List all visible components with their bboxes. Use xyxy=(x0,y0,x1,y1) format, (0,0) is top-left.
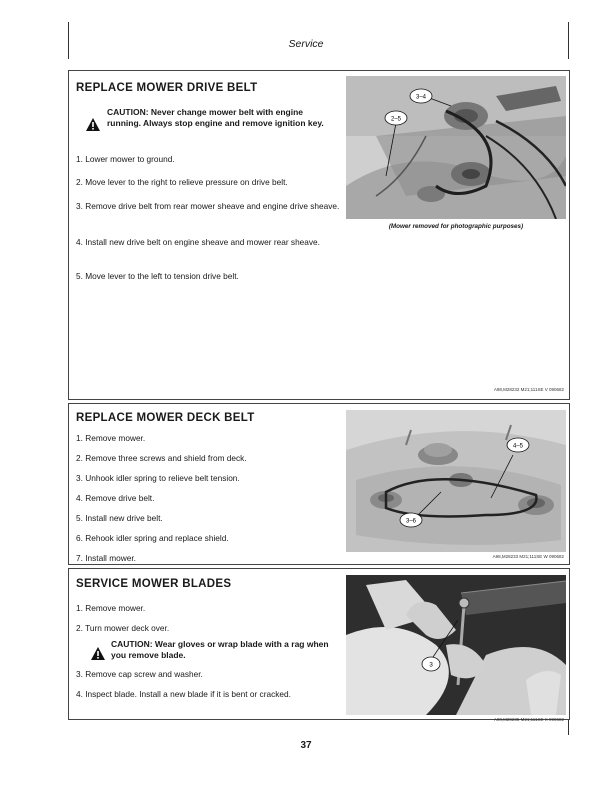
step-3: 3. Remove cap screw and washer. xyxy=(76,669,203,679)
warning-icon xyxy=(86,118,100,131)
step-1: 1. Lower mower to ground. xyxy=(76,154,175,164)
section-replace-mower-deck-belt xyxy=(68,403,570,565)
figure-reference: A98,M28235 M21;111SE X 090682 xyxy=(493,717,564,722)
page-number: 37 xyxy=(300,740,312,751)
step-1: 1. Remove mower. xyxy=(76,433,146,443)
page-header: Service xyxy=(288,38,324,50)
mower-blade-photo xyxy=(346,575,566,715)
caution-text: CAUTION: Never change mower belt with engine running. Always stop engine and remove ignition key. xyxy=(107,107,324,128)
step-4: 4. Inspect blade. Install a new blade if it is bent or cracked. xyxy=(76,689,291,699)
figure-reference: A98,M28232 M21;111SE V 090682 xyxy=(493,387,564,392)
section-title: SERVICE MOWER BLADES xyxy=(76,578,232,590)
step-7: 7. Install mower. xyxy=(76,553,136,563)
deck-belt-photo xyxy=(346,410,566,552)
step-5: 5. Install new drive belt. xyxy=(76,513,163,523)
step-3: 3. Remove drive belt from rear mower sheave and engine drive sheave. xyxy=(76,201,340,211)
callout-4-5: 4–5 xyxy=(512,443,524,450)
callout-3: 3 xyxy=(429,661,433,669)
warning-icon xyxy=(91,647,105,660)
section-replace-mower-drive-belt xyxy=(68,70,570,400)
callout-3-4: 3–4 xyxy=(415,94,427,101)
step-4: 4. Install new drive belt on engine sheave and mower rear sheave. xyxy=(76,237,320,247)
step-6: 6. Rehook idler spring and replace shield. xyxy=(76,533,229,543)
step-1: 1. Remove mower. xyxy=(76,603,146,613)
step-4: 4. Remove drive belt. xyxy=(76,493,155,503)
step-2: 2. Turn mower deck over. xyxy=(76,623,170,633)
caution-text: CAUTION: Wear gloves or wrap blade with a rag when you remove blade. xyxy=(111,639,329,660)
step-2: 2. Remove three screws and shield from deck. xyxy=(76,453,247,463)
section-title: REPLACE MOWER DRIVE BELT xyxy=(76,82,258,94)
callout-3-6: 3–6 xyxy=(405,518,417,525)
step-2: 2. Move lever to the right to relieve pressure on drive belt. xyxy=(76,177,288,187)
section-title: REPLACE MOWER DECK BELT xyxy=(76,412,255,424)
section-service-mower-blades xyxy=(68,568,570,720)
callout-2-5: 2–5 xyxy=(390,116,402,123)
figure-reference: A98,M28233 M21;111SE W 090682 xyxy=(492,554,564,559)
photo-caption: (Mower removed for photographic purposes) xyxy=(388,223,524,230)
step-3: 3. Unhook idler spring to relieve belt tension. xyxy=(76,473,240,483)
drive-belt-photo xyxy=(346,76,566,219)
step-5: 5. Move lever to the left to tension drive belt. xyxy=(76,271,239,281)
